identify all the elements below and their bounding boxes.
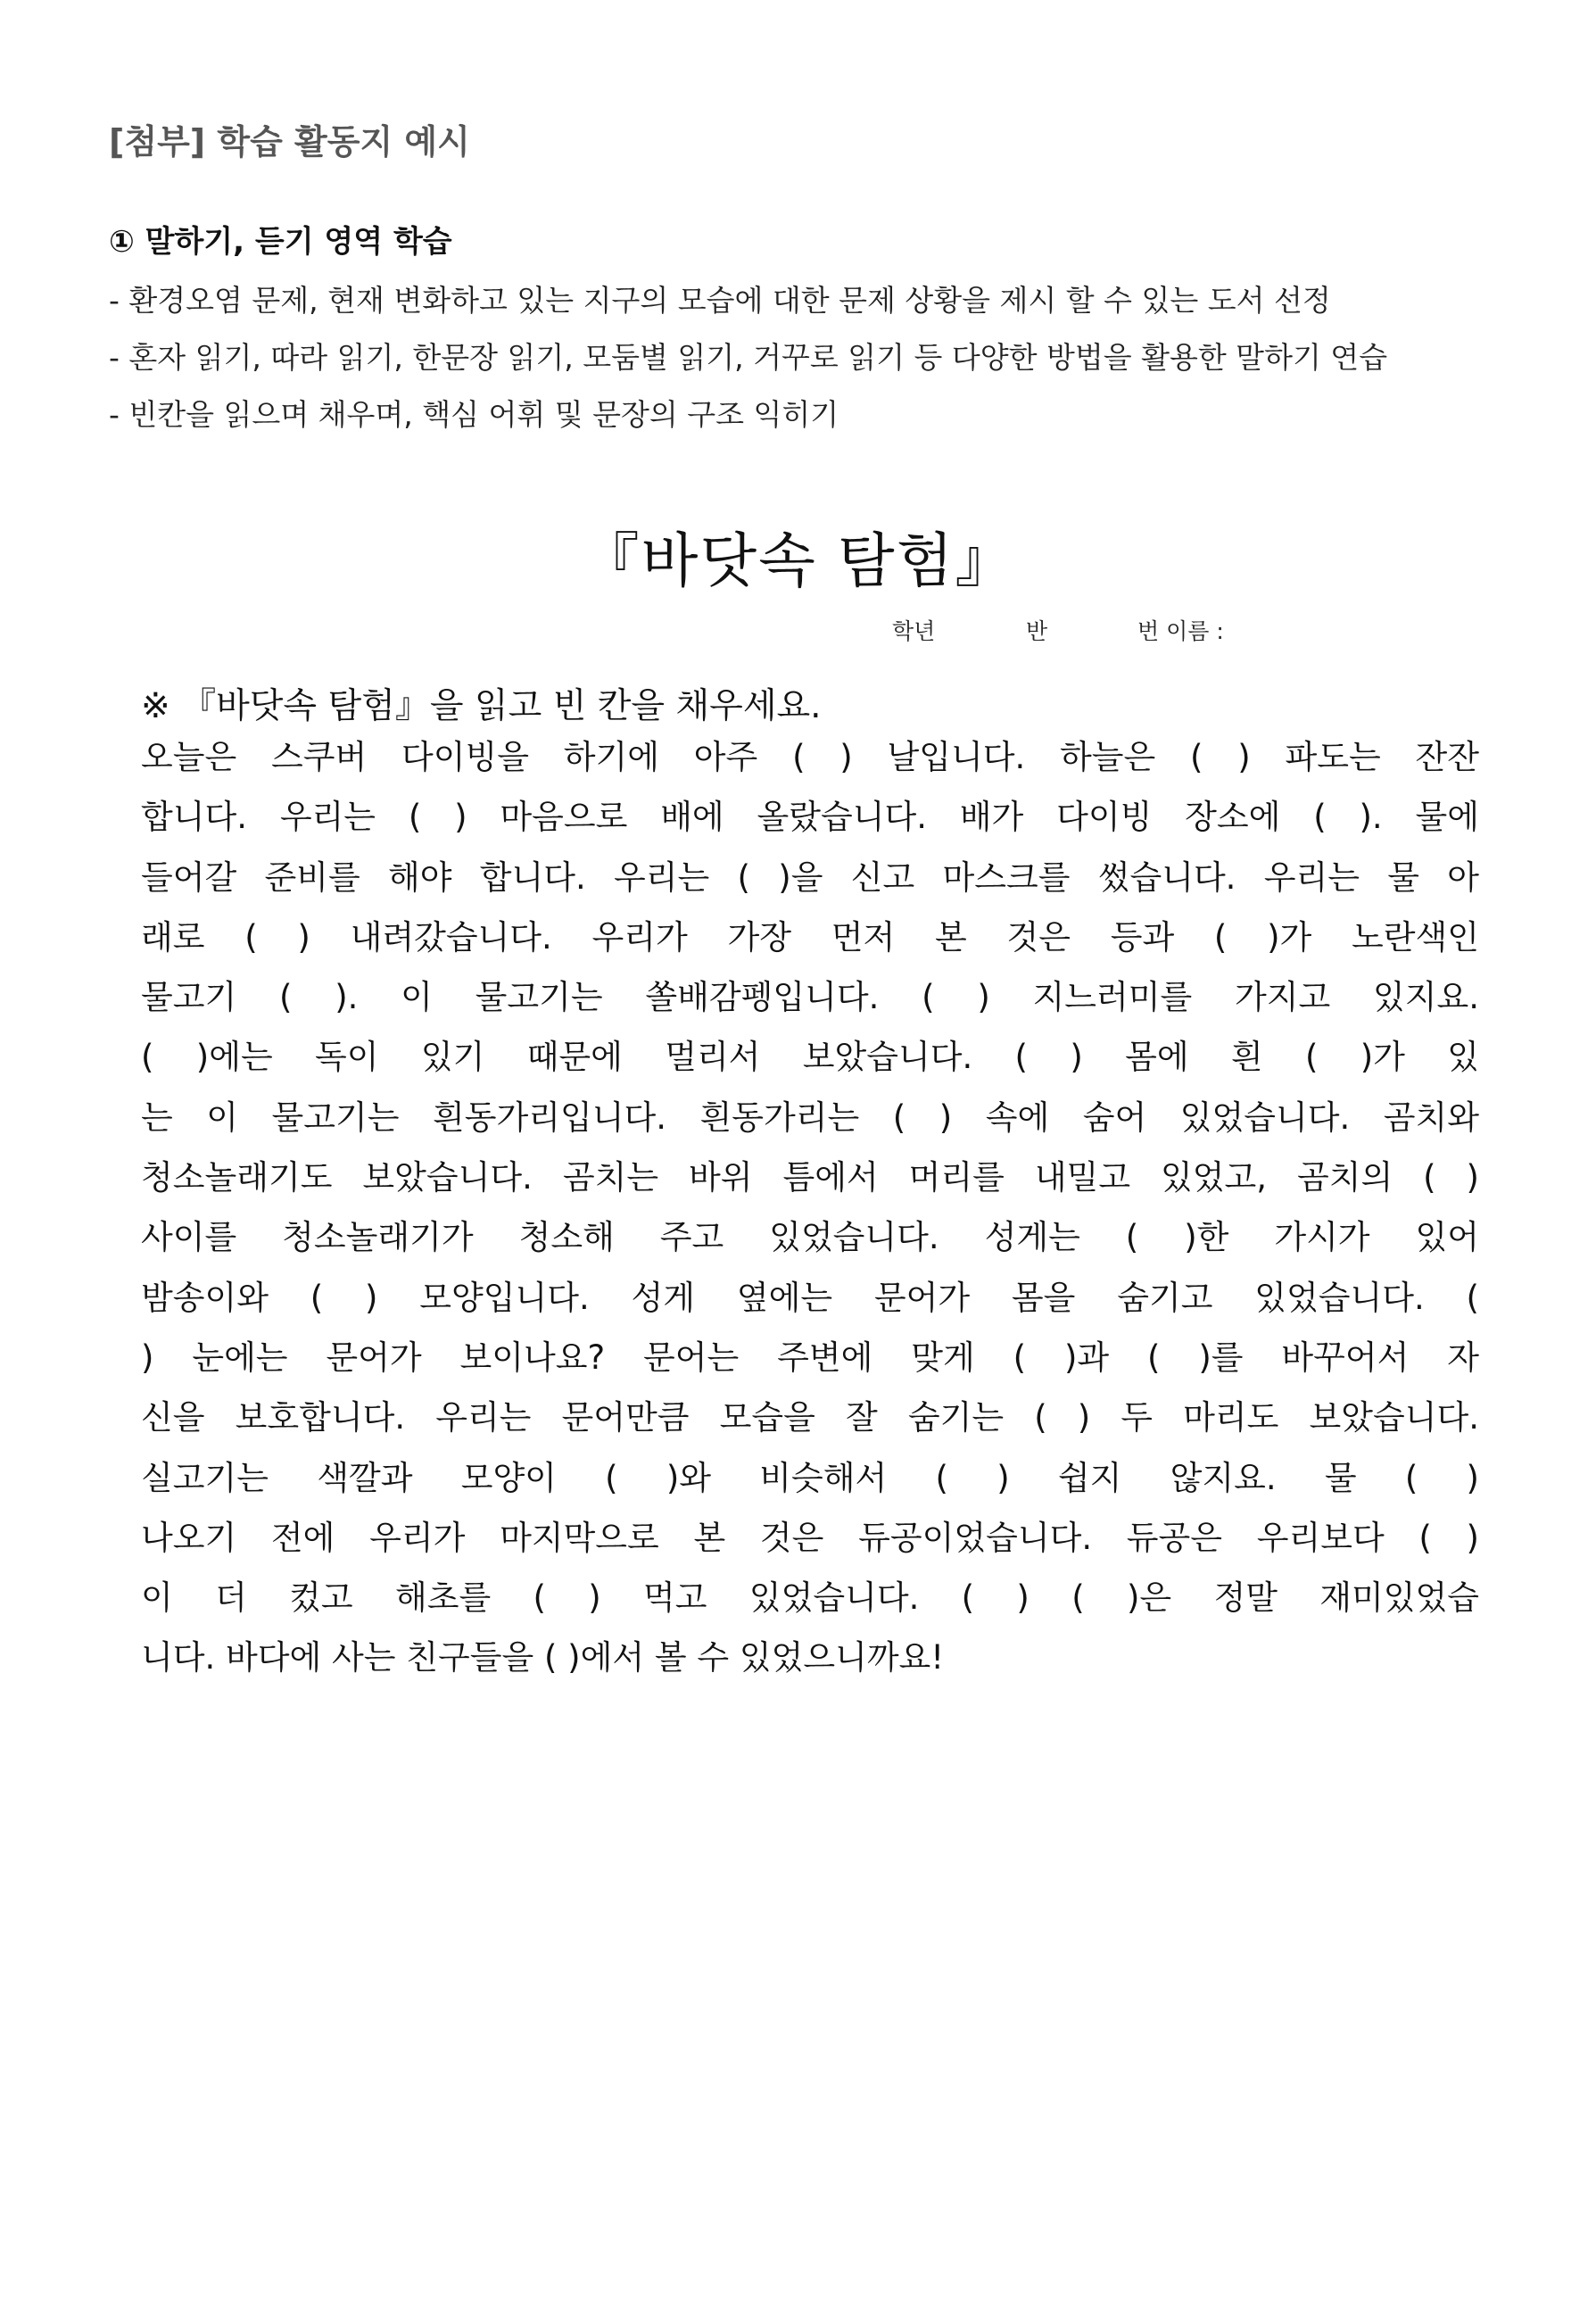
worksheet-title: 『바닷속 탐험』 (580, 526, 1016, 595)
passage-line: 래로 ( ) 내려갔습니다. 우리가 가장 먼저 본 것은 등과 ( )가 노란색인 (141, 917, 1479, 957)
passage-line: 들어갈 준비를 해야 합니다. 우리는 ( )을 신고 마스크를 썼습니다. 우리는 물 아 (141, 857, 1479, 897)
grade-label: 학년 (892, 618, 936, 644)
passage-line: 실고기는 색깔과 모양이 ( )와 비슷해서 ( ) 쉽지 않지요. 물 ( ) (141, 1458, 1479, 1497)
passage-line: 밤송이와 ( ) 모양입니다. 성게 옆에는 문어가 몸을 숨기고 있었습니다. ( (141, 1278, 1479, 1317)
passage-line: 청소놀래기도 보았습니다. 곰치는 바위 틈에서 머리를 내밀고 있었고, 곰치의 ( ) (141, 1158, 1479, 1197)
passage-line: 이 더 컸고 해초를 ( ) 먹고 있었습니다. ( ) ( )은 정말 재미있었습 (141, 1578, 1479, 1618)
bullet-item: - 혼자 읽기, 따라 읽기, 한문장 읽기, 모둠별 읽기, 거꾸로 읽기 등 다양한 방법을 활용한 말하기 연습 (109, 340, 1388, 375)
attachment-title: [첨부] 학습 활동지 예시 (109, 122, 470, 162)
passage-line: 는 이 물고기는 흰동가리입니다. 흰동가리는 ( ) 속에 숨어 있었습니다. 곰치와 (141, 1098, 1479, 1137)
number-name-label: 번 이름 : (1137, 618, 1224, 644)
passage-line: 합니다. 우리는 ( ) 마음으로 배에 올랐습니다. 배가 다이빙 장소에 ( ). 물에 (141, 798, 1479, 837)
class-label: 반 (1026, 618, 1048, 644)
passage-line: 사이를 청소놀래기가 청소해 주고 있었습니다. 성게는 ( )한 가시가 있어 (141, 1218, 1479, 1257)
fill-in-passage (141, 727, 1479, 1688)
passage-line: ) 눈에는 문어가 보이나요? 문어는 주변에 맞게 ( )과 ( )를 바꾸어서 자 (141, 1338, 1479, 1377)
passage-line: 오늘은 스쿠버 다이빙을 하기에 아주 ( ) 날입니다. 하늘은 ( ) 파도는 잔잔 (141, 738, 1479, 776)
worksheet-instruction: ※ 『바닷속 탐험』을 읽고 빈 칸을 채우세요. (141, 686, 822, 726)
bullet-item: - 환경오염 문제, 현재 변화하고 있는 지구의 모습에 대한 문제 상황을 제시 할 수 있는 도서 선정 (109, 283, 1331, 318)
passage-line: ( )에는 독이 있기 때문에 멀리서 보았습니다. ( ) 몸에 흰 ( )가 있 (141, 1038, 1479, 1077)
passage-line: 물고기 ( ). 이 물고기는 쏠배감펭입니다. ( ) 지느러미를 가지고 있지요. (141, 978, 1479, 1017)
bullet-list (109, 272, 1387, 443)
section-heading: ① 말하기, 듣기 영역 학습 (109, 224, 452, 260)
bullet-item: - 빈칸을 읽으며 채우며, 핵심 어휘 및 문장의 구조 익히기 (109, 397, 839, 432)
passage-line: 나오기 전에 우리가 마지막으로 본 것은 듀공이었습니다. 듀공은 우리보다 ( ) (141, 1518, 1479, 1557)
passage-line: 신을 보호합니다. 우리는 문어만큼 모습을 잘 숨기는 ( ) 두 마리도 보았습니다. (141, 1398, 1479, 1437)
passage-line: 니다. 바다에 사는 친구들을 ( )에서 볼 수 있었으니까요! (141, 1638, 945, 1677)
